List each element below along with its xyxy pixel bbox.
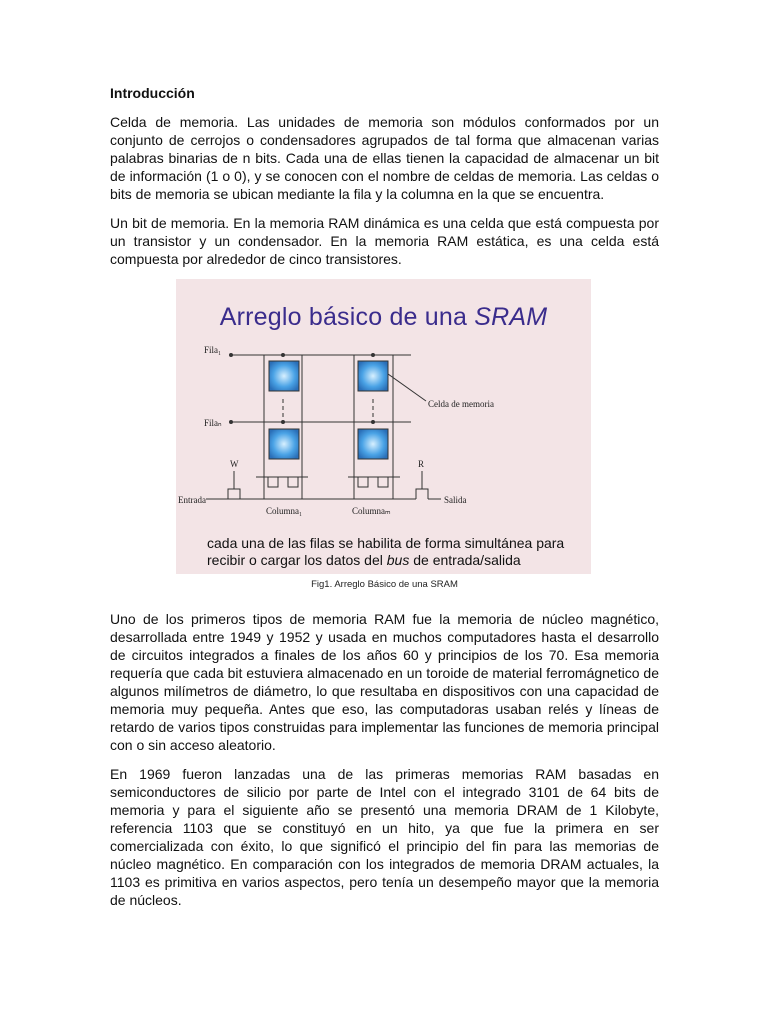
figure-title: Arreglo básico de una SRAM — [219, 303, 548, 331]
figure-description: cada una de las filas se habilita de forma simultánea para recibir o cargar los datos del bus de entrada/salida — [207, 535, 565, 568]
label-fila1: Fila₁ — [204, 345, 222, 355]
label-filan: Filaₙ — [204, 418, 222, 428]
label-celda: Celda de memoria — [428, 399, 494, 409]
label-columna1: Columna₁ — [266, 506, 303, 516]
paragraph-1969-intel: En 1969 fueron lanzadas una de las primeras memorias RAM basadas en semiconductores de silicio por parte de Intel con el integrado 3101 de 64 bits de memoria y para el siguiente año se presentó una memoria DRAM de 1 Kilobyte, referencia 1103 que se constituyó en un hito, ya que fue la primera en ser comercializada con éxito, lo que significó el principio del fin para las memorias de núcleo magnético. En comparación con los integrados de memoria DRAM actuales, la 1103 es primitiva en varios aspectos, pero tenía un desempeño mayor que la memoria de núcleos. — [110, 766, 659, 908]
label-columnam: Columnaₘ — [352, 506, 391, 516]
sram-figure — [176, 279, 591, 574]
memory-cell — [269, 429, 299, 459]
label-r: R — [418, 459, 425, 469]
label-salida: Salida — [444, 495, 467, 505]
label-w: W — [230, 459, 239, 469]
paragraph-bit-memoria: Un bit de memoria. En la memoria RAM dinámica es una celda que está compuesta por un transistor y un condensador. En la memoria RAM estática, es una celda está compuesta por alrededor de cinco transistores. — [110, 215, 659, 267]
document-page — [110, 84, 659, 920]
paragraph-celda-memoria: Celda de memoria. Las unidades de memoria son módulos conformados por un conjunto de cerrojos o condensadores agrupados de tal forma que almacenan varias palabras binarias de n bits. Cada una de ellas tienen la capacidad de almacenar un bit de información (1 o 0), y se conocen con el nombre de celdas de memoria. Las celdas o bits de memoria se ubican mediante la fila y la columna en la que se encuentra. — [110, 114, 659, 202]
sram-diagram — [176, 279, 591, 574]
memory-cell — [358, 361, 388, 391]
label-entrada: Entrada — [178, 495, 206, 505]
paragraph-nucleo-magnetico: Uno de los primeros tipos de memoria RAM fue la memoria de núcleo magnético, desarrollada entre 1949 y 1952 y usada en muchos computadores hasta el desarrollo de circuitos integrados a finales de los años 60 y principios de los 70. Esa memoria requería que cada bit estuviera almacenado en un toroide de material ferromágnetico de algunos milímetros de diámetro, lo que resultaba en dispositivos con una capacidad de memoria muy pequeña. Antes que eso, las computadoras usaban relés y líneas de retardo de varios tipos construidas para implementar las funciones de memoria principal con o sin acceso aleatorio. — [110, 611, 659, 753]
memory-cell — [358, 429, 388, 459]
section-heading: Introducción — [110, 85, 195, 101]
figure-caption: Fig1. Arreglo Básico de una SRAM — [311, 579, 458, 590]
memory-cell — [269, 361, 299, 391]
